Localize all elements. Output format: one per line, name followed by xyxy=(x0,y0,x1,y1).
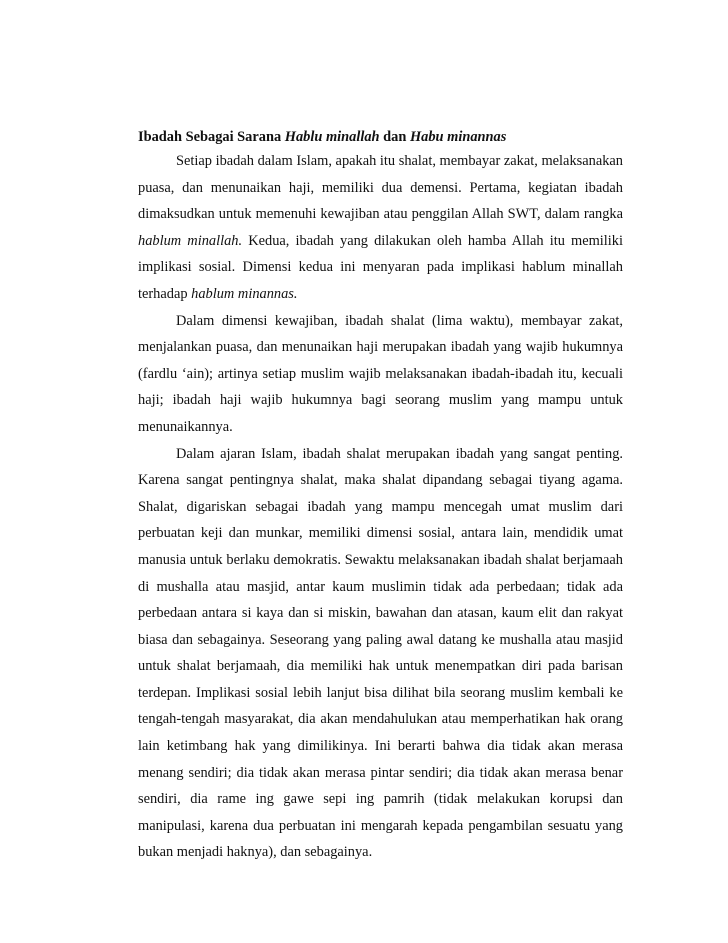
heading-connector: dan xyxy=(383,129,407,145)
italic-term: hablum minannas. xyxy=(191,285,298,302)
paragraph-text: Kedua, ibadah yang dilakukan oleh hamba Allah itu memiliki implikasi sosial. Dimensi kedua ini menyaran pada implikasi hablum minallah terhadap xyxy=(138,232,623,302)
paragraph-text: Setiap ibadah dalam Islam, apakah itu shalat, membayar zakat, melaksanakan puasa, dan menunaikan haji, memiliki dua demensi. Pertama, kegiatan ibadah dimaksudkan untuk memenuhi kewajiban atau penggilan Allah SWT, dalam rangka xyxy=(138,153,623,223)
paragraph-obligation: Dalam dimensi kewajiban, ibadah shalat (lima waktu), membayar zakat, menjalankan puasa, dan menunaikan haji merupakan ibadah yang wajib hukumnya (fardlu ‘ain); artinya setiap muslim wajib melaksanakan ibadah-ibadah itu, kecuali haji; ibadah haji wajib hukumnya bagi seorang muslim yang mampu untuk menunaikannya. xyxy=(138,312,623,435)
paragraph-shalat: Dalam ajaran Islam, ibadah shalat merupakan ibadah yang sangat penting. Karena sangat pentingnya shalat, maka shalat dipandang sebagai tiyang agama. Shalat, digariskan sebagai ibadah yang mampu mencegah umat muslim dari perbuatan keji dan munkar, memiliki dimensi sosial, antara lain, mendidik umat manusia untuk berlaku demokratis. Sewaktu melaksanakan ibadah shalat berjamaah di mushalla atau masjid, antar kaum muslimin tidak ada perbedaan; tidak ada perbedaan antara si kaya dan si miskin, bawahan dan atasan, kaum elit dan rakyat biasa dan sebagainya. Seseorang yang paling awal datang ke mushalla atau masjid untuk shalat berjamaah, dia memiliki hak untuk menempatkan diri pada barisan terdepan. Implikasi sosial lebih lanjut bisa dilihat bila seorang muslim kembali ke tengah-tengah masyarakat, dia akan mendahulukan atau memperhatikan hak orang lain ketimbang hak yang dimilikinya. Ini berarti bahwa dia tidak akan merasa menang sendiri; dia tidak akan merasa pintar sendiri; dia tidak akan merasa benar sendiri, dia rame ing gawe sepi ing pamrih (tidak melakukan korupsi dan manipulasi, karena dua perbuatan ini mengarah kepada pengambilan sesuatu yang bukan menjadi haknya), dan sebagainya. xyxy=(138,445,623,861)
paragraph-two-dimensions xyxy=(138,148,623,308)
heading-term-hablu-minallah: Hablu minallah xyxy=(284,129,380,145)
heading-prefix: Ibadah Sebagai Sarana xyxy=(138,129,282,145)
section-heading xyxy=(138,126,623,148)
heading-term-habu-minannas: Habu minannas xyxy=(409,129,507,145)
document-page xyxy=(138,126,623,866)
italic-term: hablum minallah. xyxy=(138,232,243,249)
